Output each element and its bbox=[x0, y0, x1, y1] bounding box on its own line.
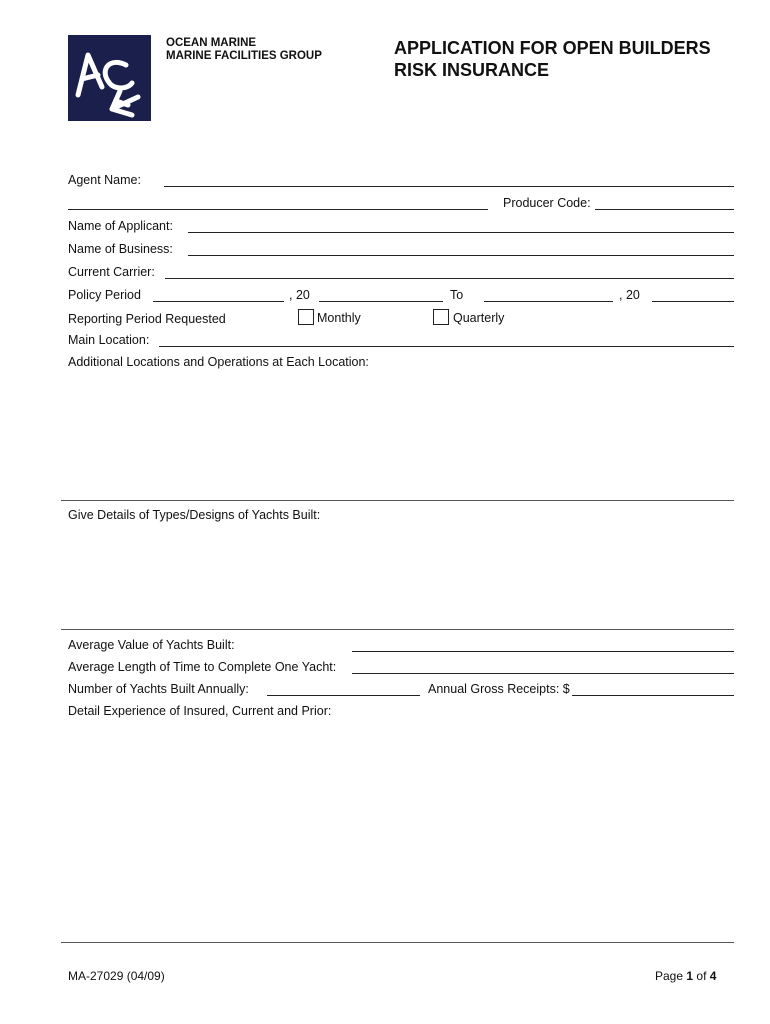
form-title-line-2: RISK INSURANCE bbox=[394, 60, 550, 80]
number-built-label: Number of Yachts Built Annually: bbox=[68, 682, 249, 696]
quarterly-checkbox[interactable] bbox=[433, 309, 449, 325]
annual-gross-receipts-label: Annual Gross Receipts: $ bbox=[428, 682, 570, 696]
number-built-field[interactable] bbox=[267, 681, 420, 696]
page-of: of bbox=[696, 969, 707, 983]
page-total: 4 bbox=[709, 969, 717, 983]
additional-locations-field[interactable] bbox=[68, 373, 736, 499]
quarterly-label: Quarterly bbox=[453, 311, 505, 325]
policy-end-year-field[interactable] bbox=[652, 287, 734, 302]
page-prefix: Page bbox=[655, 969, 684, 983]
policy-start-year-prefix: , 20 bbox=[289, 288, 310, 302]
current-carrier-field[interactable] bbox=[165, 264, 734, 279]
policy-start-date-field[interactable] bbox=[153, 287, 284, 302]
current-carrier-label: Current Carrier: bbox=[68, 265, 155, 279]
name-of-applicant-label: Name of Applicant: bbox=[68, 219, 173, 233]
producer-code-field[interactable] bbox=[595, 195, 734, 210]
page-current: 1 bbox=[686, 969, 694, 983]
yacht-details-label: Give Details of Types/Designs of Yachts Built: bbox=[68, 508, 321, 522]
monthly-checkbox[interactable] bbox=[298, 309, 314, 325]
name-of-business-label: Name of Business: bbox=[68, 242, 173, 256]
org-line-2: MARINE FACILITIES GROUP bbox=[166, 50, 322, 62]
annual-gross-receipts-field[interactable] bbox=[572, 681, 734, 696]
section-divider bbox=[61, 500, 734, 501]
ace-logo bbox=[68, 35, 151, 121]
agent-name-field[interactable] bbox=[164, 172, 734, 187]
logo-letter-c bbox=[105, 62, 132, 88]
name-of-applicant-field[interactable] bbox=[188, 218, 734, 233]
form-number: MA-27029 (04/09) bbox=[68, 969, 165, 983]
agent-name-continuation-field[interactable] bbox=[68, 195, 488, 210]
average-length-field[interactable] bbox=[352, 659, 734, 674]
form-title-line-1: APPLICATION FOR OPEN BUILDERS bbox=[394, 38, 711, 58]
policy-start-year-field[interactable] bbox=[319, 287, 443, 302]
name-of-business-field[interactable] bbox=[188, 241, 734, 256]
monthly-label: Monthly bbox=[317, 311, 361, 325]
agent-name-label: Agent Name: bbox=[68, 173, 141, 187]
policy-end-year-prefix: , 20 bbox=[619, 288, 640, 302]
main-location-field[interactable] bbox=[159, 332, 734, 347]
average-length-label: Average Length of Time to Complete One Yacht: bbox=[68, 660, 337, 674]
experience-field[interactable] bbox=[68, 722, 736, 940]
policy-period-label: Policy Period bbox=[68, 288, 141, 302]
org-line-1: OCEAN MARINE bbox=[166, 37, 257, 49]
additional-locations-label: Additional Locations and Operations at Each Location: bbox=[68, 355, 369, 369]
experience-label: Detail Experience of Insured, Current and Prior: bbox=[68, 704, 332, 718]
policy-end-date-field[interactable] bbox=[484, 287, 613, 302]
average-value-field[interactable] bbox=[352, 637, 734, 652]
footer-divider bbox=[61, 942, 734, 943]
section-divider bbox=[61, 629, 734, 630]
policy-to-label: To bbox=[450, 288, 464, 302]
producer-code-label: Producer Code: bbox=[503, 196, 591, 210]
yacht-details-field[interactable] bbox=[68, 526, 736, 628]
ace-logo-mark bbox=[68, 35, 151, 121]
average-value-label: Average Value of Yachts Built: bbox=[68, 638, 235, 652]
page-number bbox=[655, 969, 716, 983]
main-location-label: Main Location: bbox=[68, 333, 150, 347]
reporting-period-label: Reporting Period Requested bbox=[68, 312, 226, 326]
